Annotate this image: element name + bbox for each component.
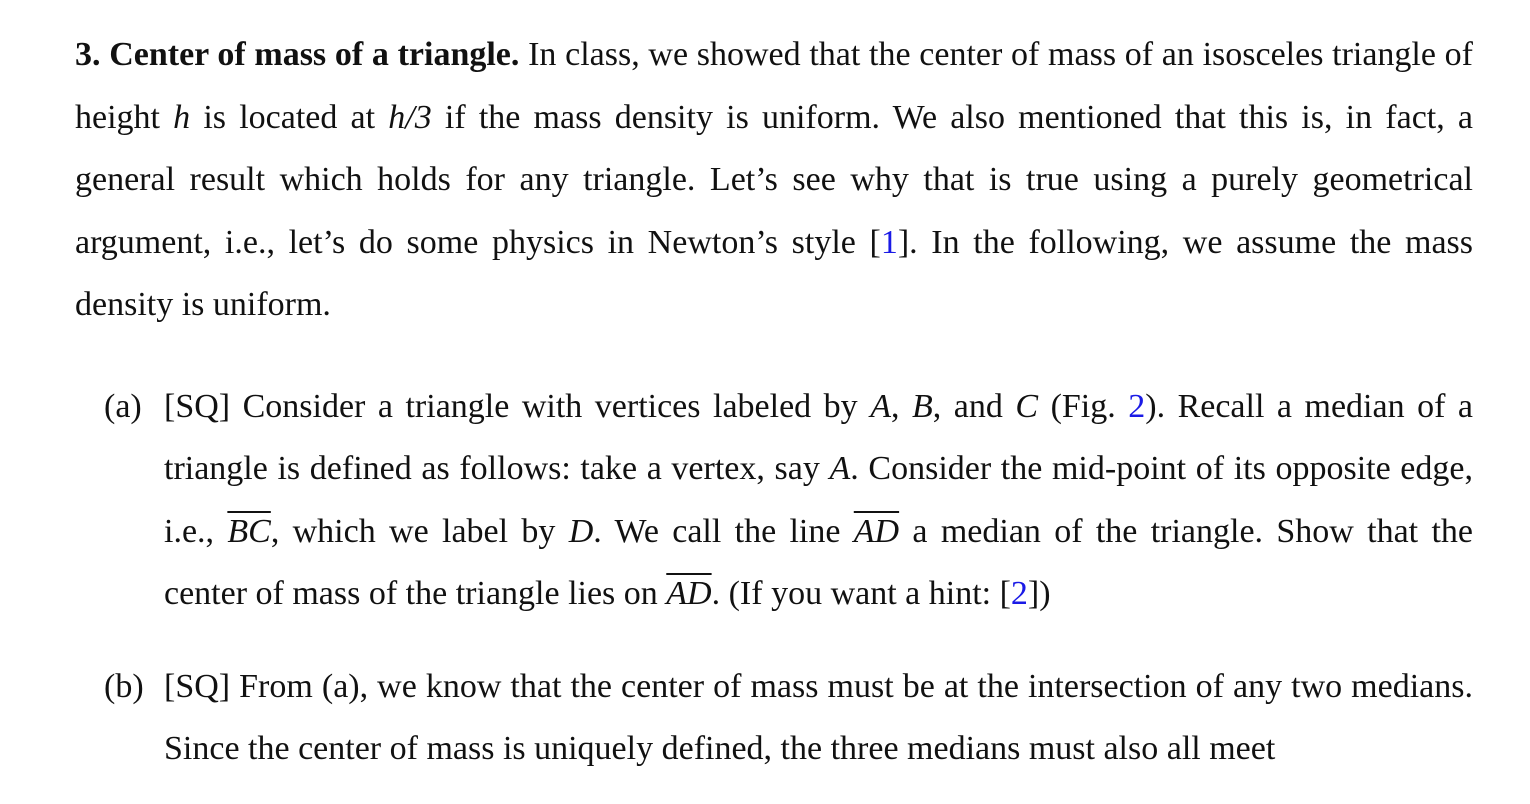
intro-text: is located at bbox=[190, 98, 389, 136]
math-segment-bc: $\overline{BC}$ bbox=[227, 512, 271, 550]
item-text: a median of the triangle. Show that the center of mass of the triangle lies on bbox=[164, 512, 1473, 612]
intro-text: if the mass density is uniform. We also mentioned that this is, in fact, a general result which holds for any triangle. Let’s see why that is true using a purely geometrical argument, i.e., let’s do some physics in Newton’s style [ bbox=[75, 98, 1473, 261]
math-vertex-a: A bbox=[870, 387, 891, 425]
item-text: [SQ] Consider a triangle with vertices labeled by bbox=[164, 387, 871, 425]
item-marker-a: (a) bbox=[104, 387, 142, 425]
item-text: ]) bbox=[1027, 575, 1051, 612]
item-text: (Fig. bbox=[1038, 387, 1129, 425]
item-text: . (If you want a hint: [ bbox=[711, 575, 1011, 612]
math-vertex-b: B bbox=[911, 387, 933, 425]
item-text: . We call the line bbox=[593, 512, 854, 550]
item-text: . Consider the mid-point of its opposite edge, i.e., bbox=[164, 450, 1473, 550]
math-segment-ad: $\overline{AD}$ bbox=[666, 575, 712, 612]
list-item-a bbox=[104, 376, 1474, 626]
item-text: , bbox=[890, 387, 912, 425]
citation-link-1[interactable]: 1 bbox=[880, 223, 898, 261]
math-segment-ad: $\overline{AD}$ bbox=[853, 512, 900, 550]
item-marker-b: (b) bbox=[104, 667, 144, 705]
math-vertex-a: A bbox=[829, 450, 851, 487]
item-text: ). Recall a median of a triangle is defined as follows: take a vertex, say bbox=[164, 387, 1474, 487]
problem-intro-paragraph bbox=[75, 24, 1473, 337]
item-text: , and bbox=[932, 387, 1016, 425]
document-page bbox=[75, 24, 1473, 781]
intro-text: ]. In the following, we assume the mass density is uniform. bbox=[75, 223, 1474, 323]
item-text: , which we label by bbox=[270, 512, 569, 550]
math-vertex-c: C bbox=[1015, 387, 1039, 425]
math-point-d: D bbox=[568, 512, 594, 550]
math-h-over-3: h/3 bbox=[388, 98, 432, 136]
list-item-b bbox=[104, 656, 1473, 781]
figure-link-2[interactable]: 2 bbox=[1128, 387, 1146, 425]
math-h: h bbox=[173, 98, 191, 136]
intro-text: In class, we showed that the center of mass of an isosceles triangle of height bbox=[75, 36, 1473, 136]
item-b-text: [SQ] From (a), we know that the center of mass must be at the intersection of any two medians. Since the center of mass is uniquely defined, the three medians must also all meet bbox=[164, 667, 1473, 767]
item-a-text bbox=[164, 376, 1473, 626]
problem-number: 3. bbox=[75, 36, 101, 73]
citation-link-2[interactable]: 2 bbox=[1010, 575, 1028, 612]
problem-title: Center of mass of a triangle. bbox=[109, 36, 520, 73]
